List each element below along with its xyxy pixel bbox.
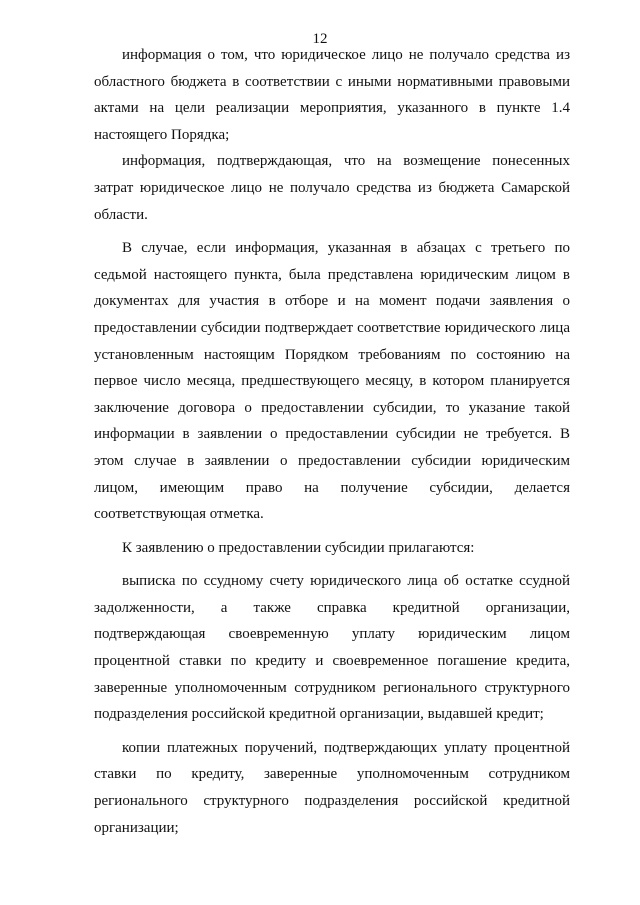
document-body (94, 42, 570, 841)
page-number: 12 (312, 31, 328, 47)
paragraph-submission-note: В случае, если информация, указанная в абзацах с третьего по седьмой настоящего пункта, была представлена юридическим лицом в документах для участия в отборе и на момент подачи заявления о предоставлении субсидии подтверждает соответствие юридического лица установленным настоящим Порядком требованиям по состоянию на первое число месяца, предшествующего месяцу, в котором планируется заключение договора о предоставлении субсидии, то указание такой информации в заявлении о предоставлении субсидии не требуется. В этом случае в заявлении о предоставлении субсидии юридическим лицом, имеющим право на получение субсидии, делается соответствующая отметка. (94, 240, 570, 523)
paragraph-payment-orders: копии платежных поручений, подтверждающих уплату процентной ставки по кредиту, заверенные уполномоченным сотрудником регионального структурного подразделения российской кредитной организации; (94, 739, 570, 836)
paragraph-budget-info: информация о том, что юридическое лицо не получало средства из областного бюджета в соответствии с иными нормативными правовыми актами на цели реализации мероприятия, указанного в пункте 1.4 настоящего Порядка; (94, 47, 570, 143)
paragraph-cost-info: информация, подтверждающая, что на возмещение понесенных затрат юридическое лицо не получало средства из бюджета Самарской области. (94, 153, 570, 223)
paragraph-loan-statement: выписка по ссудному счету юридического лица об остатке ссудной задолженности, а также справка кредитной организации, подтверждающая своевременную уплату юридическим лицом процентной ставки по кредиту и своевременное погашение кредита, заверенные уполномоченным сотрудником регионального структурного подразделения российской кредитной организации, выдавшей кредит; (94, 573, 570, 723)
paragraph-attachments-intro: К заявлению о предоставлении субсидии прилагаются: (122, 539, 475, 556)
